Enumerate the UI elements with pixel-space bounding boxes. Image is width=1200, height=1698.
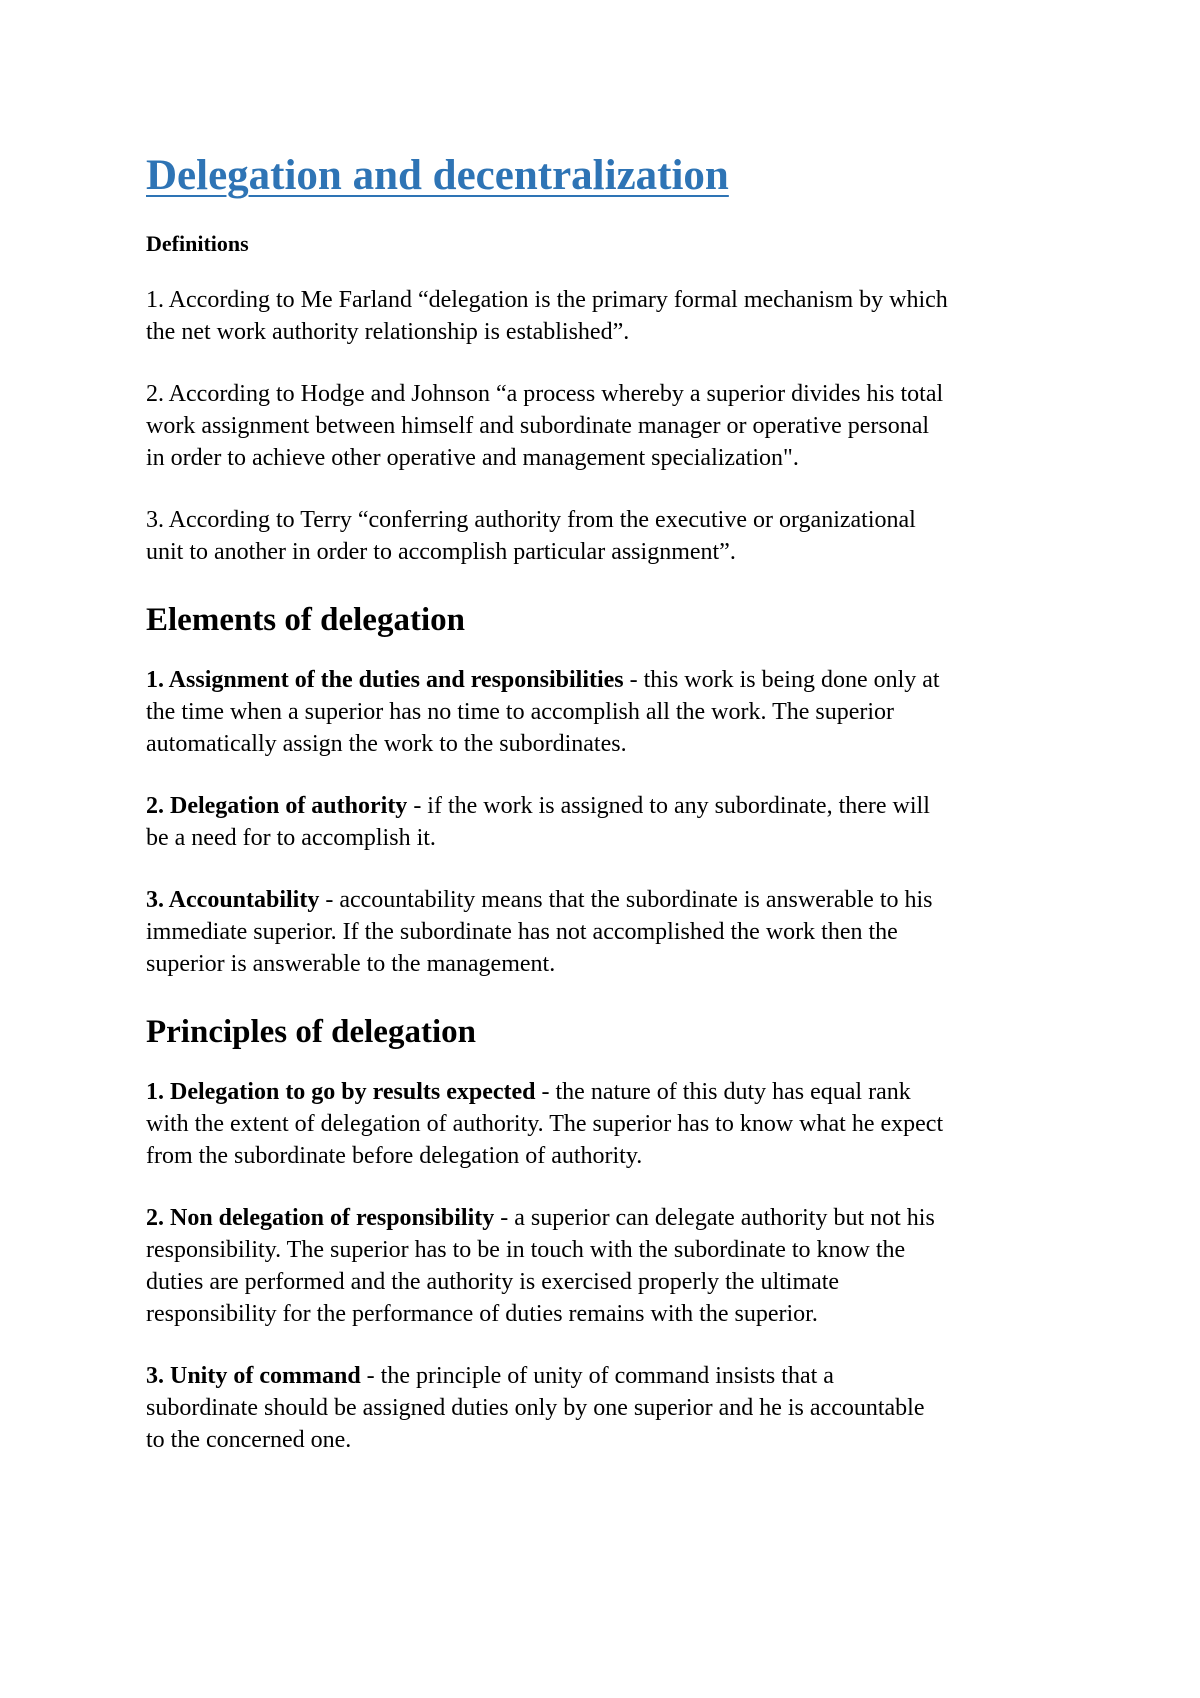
element-line: immediate superior. If the subordinate has not accomplished the work then the (146, 919, 898, 945)
document-page (146, 148, 1086, 1486)
definitions-list (146, 284, 1086, 568)
element-text: - this work is being done only at (623, 667, 940, 693)
definition-item (146, 284, 1086, 348)
elements-heading: Elements of delegation (146, 602, 465, 638)
element-first-line (146, 884, 1086, 916)
principle-line: with the extent of delegation of authority. The superior has to know what he expect (146, 1111, 944, 1137)
element-text: - if the work is assigned to any subordinate, there will (407, 793, 930, 819)
definition-line: unit to another in order to accomplish particular assignment”. (146, 539, 736, 565)
element-line: be a need for to accomplish it. (146, 825, 436, 851)
elements-list (146, 664, 1086, 980)
element-line: superior is answerable to the management. (146, 951, 556, 977)
definition-line: work assignment between himself and subordinate manager or operative personal (146, 413, 930, 439)
principle-line: responsibility for the performance of duties remains with the superior. (146, 1301, 818, 1327)
element-line: the time when a superior has no time to accomplish all the work. The superior (146, 699, 895, 725)
principle-line: responsibility. The superior has to be in touch with the subordinate to know the (146, 1237, 906, 1263)
element-first-line (146, 664, 1086, 696)
element-term: 2. Delegation of authority (146, 793, 408, 819)
definition-line: 3. According to Terry “conferring authority from the executive or organizational (146, 507, 916, 533)
element-line: automatically assign the work to the subordinates. (146, 731, 627, 757)
principle-first-line (146, 1202, 1086, 1234)
element-text: - accountability means that the subordinate is answerable to his (319, 887, 933, 913)
definition-line: 1. According to Me Farland “delegation is the primary formal mechanism by which (146, 287, 948, 313)
principle-term: 2. Non delegation of responsibility (146, 1205, 495, 1231)
definition-line: in order to achieve other operative and management specialization". (146, 445, 799, 471)
element-term: 3. Accountability (146, 887, 320, 913)
principles-heading: Principles of delegation (146, 1014, 476, 1050)
definition-item (146, 504, 1086, 568)
principle-term: 1. Delegation to go by results expected (146, 1079, 536, 1105)
principle-item (146, 1202, 1086, 1330)
principle-item (146, 1076, 1086, 1172)
principle-text: - a superior can delegate authority but not his (494, 1205, 935, 1231)
principle-line: subordinate should be assigned duties only by one superior and he is accountable (146, 1395, 925, 1421)
definitions-heading: Definitions (146, 231, 249, 256)
element-first-line (146, 790, 1086, 822)
principle-line: from the subordinate before delegation of authority. (146, 1143, 643, 1169)
principles-list (146, 1076, 1086, 1456)
principle-text: - the principle of unity of command insists that a (360, 1363, 834, 1389)
definition-line: the net work authority relationship is established”. (146, 319, 630, 345)
definition-line: 2. According to Hodge and Johnson “a process whereby a superior divides his total (146, 381, 944, 407)
definition-item (146, 378, 1086, 474)
principle-term: 3. Unity of command (146, 1363, 361, 1389)
principle-line: to the concerned one. (146, 1427, 352, 1453)
element-item (146, 790, 1086, 854)
element-item (146, 884, 1086, 980)
element-item (146, 664, 1086, 760)
principle-item (146, 1360, 1086, 1456)
principle-first-line (146, 1076, 1086, 1108)
principle-line: duties are performed and the authority is exercised properly the ultimate (146, 1269, 840, 1295)
principle-first-line (146, 1360, 1086, 1392)
page-title: Delegation and decentralization (146, 152, 729, 199)
element-term: 1. Assignment of the duties and responsibilities (146, 667, 624, 693)
principle-text: - the nature of this duty has equal rank (535, 1079, 911, 1105)
